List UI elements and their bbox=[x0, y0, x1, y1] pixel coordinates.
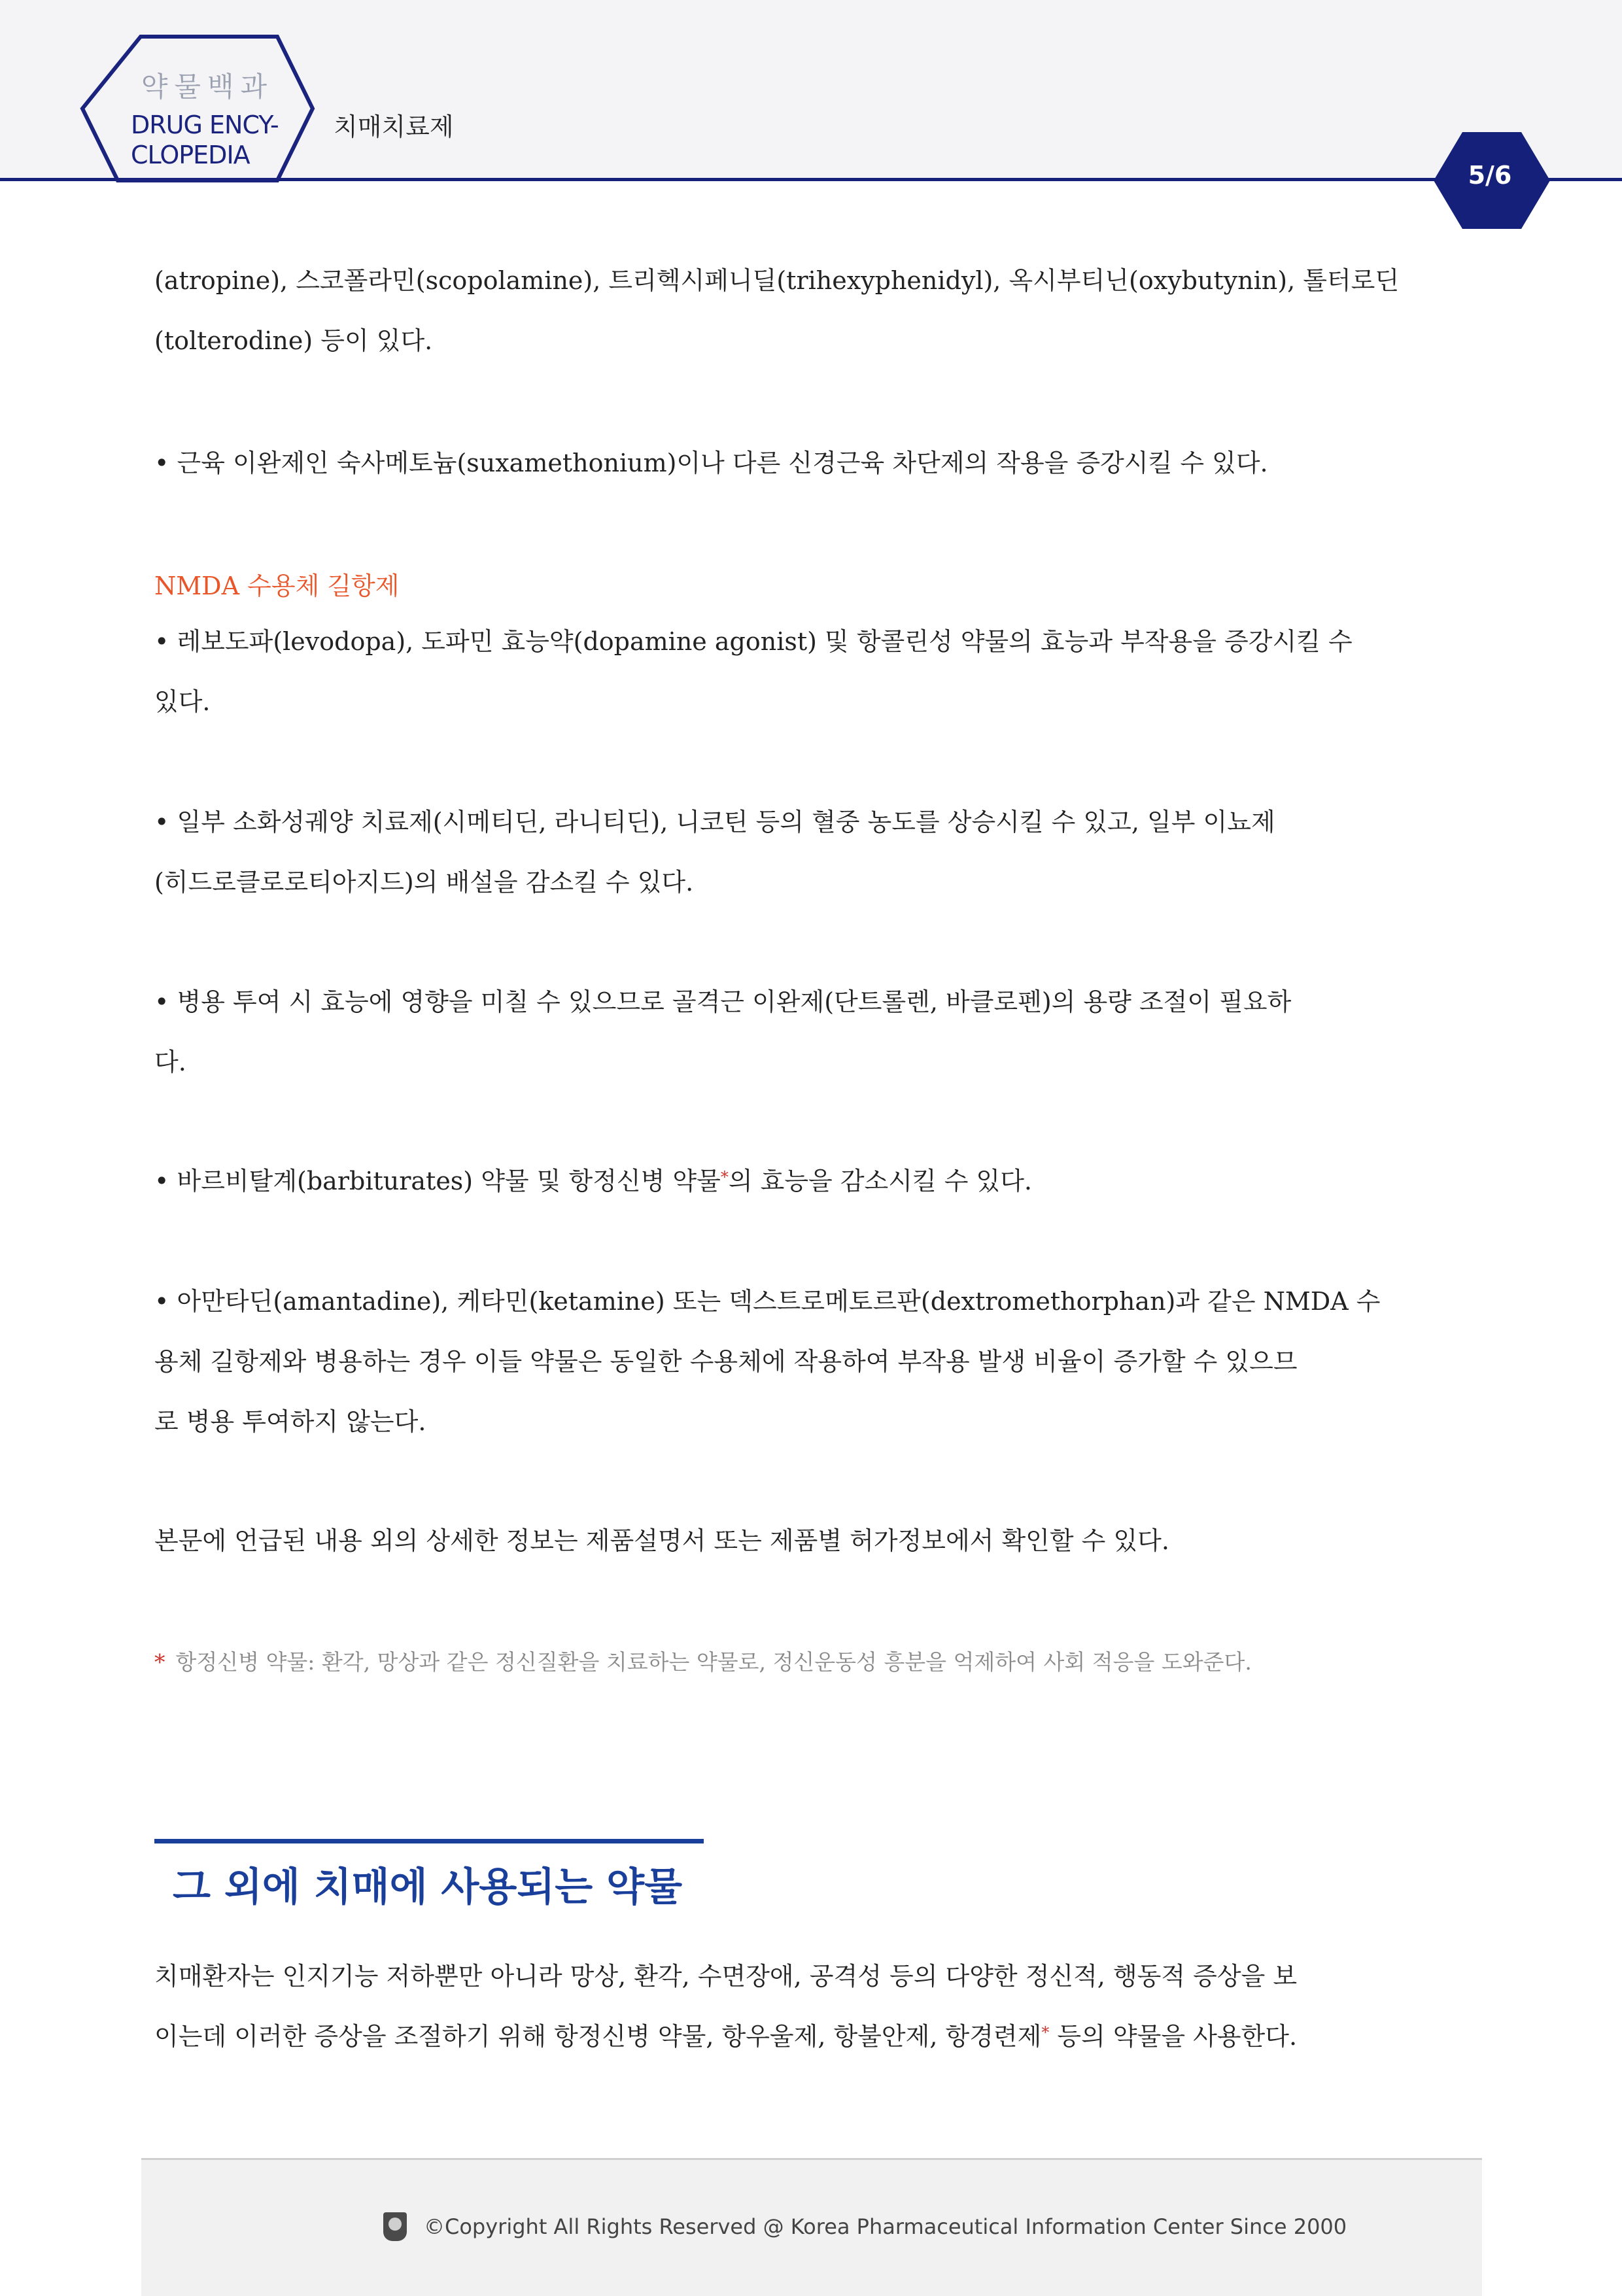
subheading-nmda: NMDA 수용체 길항제 bbox=[154, 572, 400, 600]
paragraph-more-info: 본문에 언급된 내용 외의 상세한 정보는 제품설명서 또는 제품별 허가정보에서 확인할 수 있다. bbox=[154, 1526, 1169, 1555]
bullet-nmda-antagonists: • 아만타딘(amantadine), 케타민(ketamine) 또는 덱스트로메토르판(dextromethorphan)과 같은 NMDA 수 용체 길항제와 병용하는 경우 이들 약물은 동일한 수용체에 작용하여 부작용 발생 비율이 증가할 수 있으므 로 병용 투여하지 않는다. bbox=[154, 1287, 1381, 1436]
section-rule bbox=[154, 1839, 704, 1843]
section-paragraph bbox=[154, 1946, 1469, 2066]
footnote-marker: * bbox=[1041, 2023, 1050, 2042]
footnote bbox=[154, 1645, 1495, 1676]
bullet-barbiturates-text: • 바르비탈계(barbiturates) 약물 및 항정신병 약물 bbox=[154, 1167, 721, 1195]
bullet-barbiturates bbox=[154, 1151, 1469, 1211]
footnote-marker: * bbox=[720, 1168, 729, 1186]
logo-english-line1: DRUG ENCY- bbox=[131, 111, 279, 139]
kpic-shield-icon bbox=[383, 2212, 407, 2241]
section-paragraph-line2: 이는데 이러한 증상을 조절하기 위해 항정신병 약물, 항우울제, 항불안제, 항경련제 bbox=[154, 2022, 1042, 2051]
bullet-combination-dose: • 병용 투여 시 효능에 영향을 미칠 수 있으므로 골격근 이완제(단트롤렌, 바클로펜)의 용량 조절이 필요하 다. bbox=[154, 987, 1292, 1076]
section-title: 그 외에 치매에 사용되는 약물 bbox=[173, 1864, 683, 1910]
logo-korean-text: 약물백과 bbox=[141, 71, 274, 103]
logo-english-line2: CLOPEDIA bbox=[131, 141, 250, 169]
footnote-text: 항정신병 약물: 환각, 망상과 같은 정신질환을 치료하는 약물로, 정신운동성 흥분을 억제하여 사회 적응을 도와준다. bbox=[175, 1649, 1252, 1675]
bullet-peptic-ulcer: • 일부 소화성궤양 치료제(시메티딘, 라니티딘), 니코틴 등의 혈중 농도를 상승시킬 수 있고, 일부 이뇨제 (히드로클로로티아지드)의 배설을 감소킬 수 있다. bbox=[154, 808, 1275, 897]
page-indicator: 5/6 bbox=[1468, 161, 1512, 190]
bullet-levodopa: • 레보도파(levodopa), 도파민 효능약(dopamine agonist) 및 항콜린성 약물의 효능과 부작용을 증강시킬 수 있다. bbox=[154, 627, 1353, 716]
section-paragraph-line2-end: 등의 약물을 사용한다. bbox=[1049, 2022, 1298, 2051]
bullet-muscle-relaxant: • 근육 이완제인 숙사메토늄(suxamethonium)이나 다른 신경근육 차단제의 작용을 증강시킬 수 있다. bbox=[154, 449, 1268, 477]
copyright-text: ©Copyright All Rights Reserved @ Korea Pharmaceutical Information Center Since 2000 bbox=[424, 2214, 1347, 2239]
logo-english-text bbox=[131, 110, 281, 170]
section-paragraph-line1: 치매환자는 인지기능 저하뿐만 아니라 망상, 환각, 수면장애, 공격성 등의 다양한 정신적, 행동적 증상을 보 bbox=[154, 1962, 1298, 1991]
footnote-star: * bbox=[154, 1649, 165, 1675]
bullet-barbiturates-text-end: 의 효능을 감소시킬 수 있다. bbox=[728, 1167, 1033, 1195]
document-title: 치매치료제 bbox=[334, 112, 454, 141]
paragraph-anticholinergic-list: (atropine), 스코폴라민(scopolamine), 트리헥시페니딜(trihexyphenidyl), 옥시부티닌(oxybutynin), 톨터로딘 (tolterodine) 등이 있다. bbox=[154, 266, 1400, 355]
